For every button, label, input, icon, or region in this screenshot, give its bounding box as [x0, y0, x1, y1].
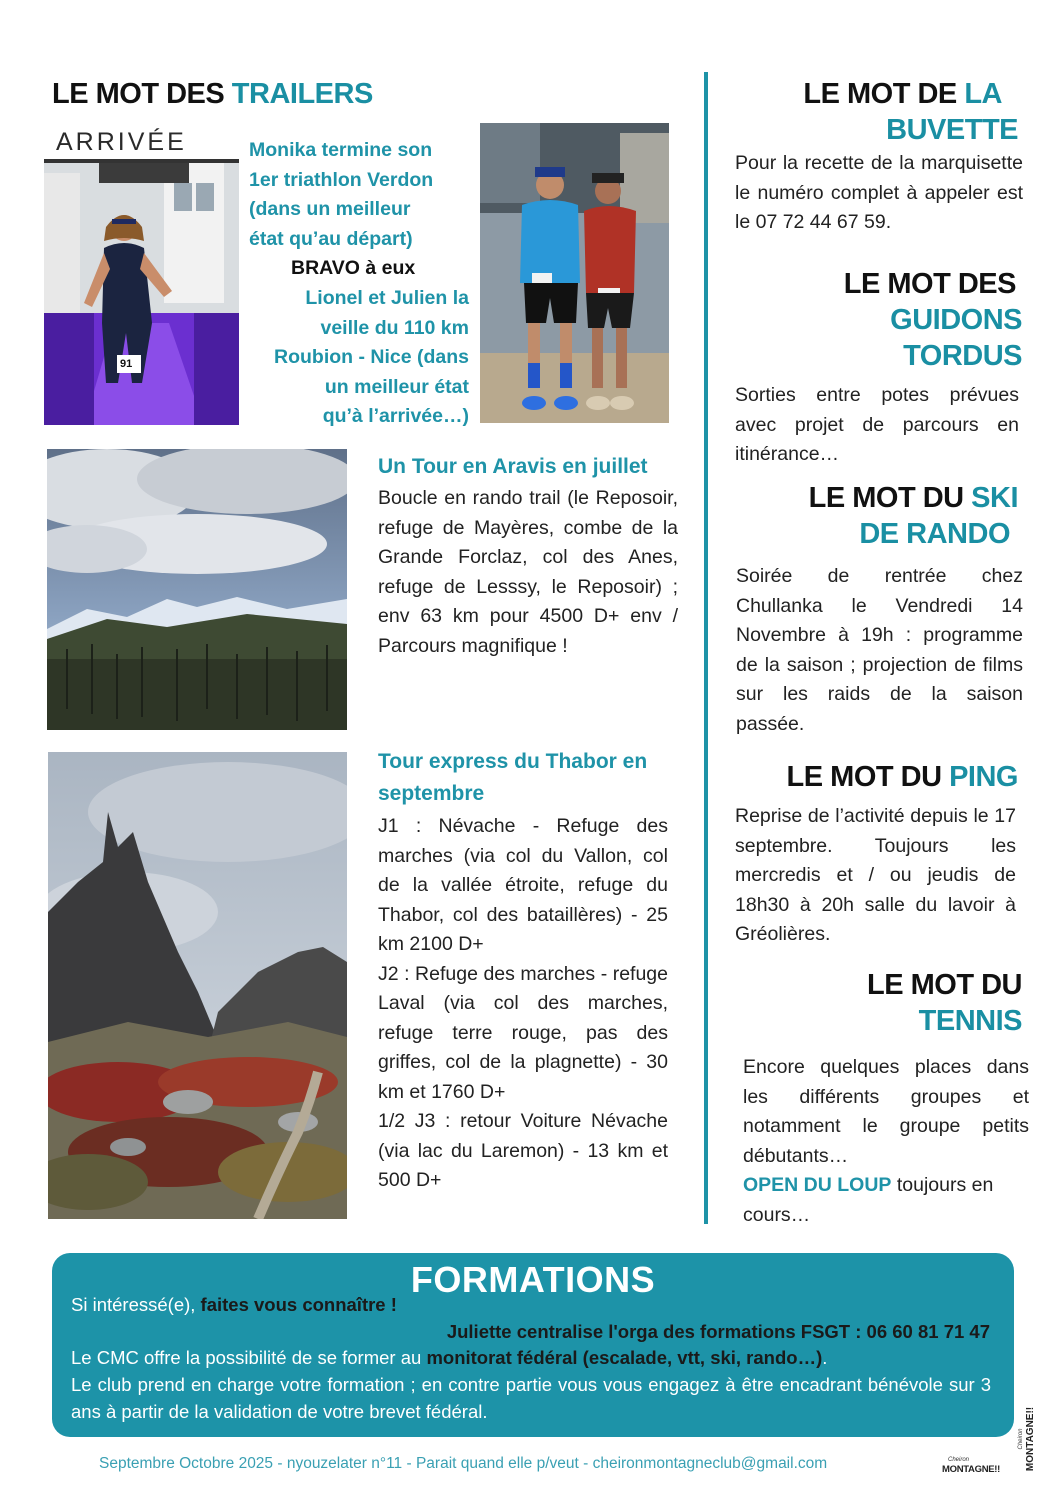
runners-photo — [480, 123, 669, 423]
thabor-title: Tour express du Thabor en septembre — [378, 750, 648, 805]
buvette-text: Pour la recette de la marquisette le numéro complet à appeler est le 07 72 44 67 59. — [735, 152, 1023, 233]
caption-line: veille du 110 km — [320, 316, 469, 339]
formations-line3: Le CMC offre la possibilité de se former au monitorat fédéral (escalade, vtt, ski, rando…). — [71, 1347, 828, 1368]
formations-contact: Juliette centralise l'orga des formations FSGT : 06 60 81 71 47 — [446, 1321, 990, 1342]
ski-text: Soirée de rentrée chez Chullanka le Vendredi 14 Novembre à 19h : programme de la saison ; projection de films sur les raids de la saison passée. — [736, 565, 1023, 735]
club-logo-vertical — [1012, 1400, 1042, 1480]
guidons-heading: LE MOT DES GUIDONS TORDUS — [843, 268, 1022, 372]
aravis-text: Boucle en rando trail (le Reposoir, refuge de Mayères, combe de la Grande Forclaz, col des Anes, refuge de Lesssy, le Reposoir) ; env 63 km pour 4500 D+ env / Parcours magnifique ! — [378, 487, 678, 657]
formations-title: FORMATIONS — [410, 1259, 656, 1300]
trailers-caption-lionel-julien — [240, 284, 469, 432]
thabor-section — [378, 746, 668, 1196]
bravo-text: BRAVO à eux — [291, 257, 416, 279]
race-bib-number: 91 — [120, 358, 133, 370]
thabor-day1: J1 : Névache - Refuge des marches (via col du Vallon, col de la vallée étroite, refuge du Thabor, col des bataillères) - 25 km 2100 D+ — [378, 815, 668, 955]
formations-line4: Le club prend en charge votre formation ; en contre partie vous vous engagez à être encadrant bénévole sur 3 ans à partir de la validation de votre brevet fédéral. — [71, 1374, 991, 1422]
thabor-day2: J2 : Refuge des marches - refuge Laval (via col des marches, refuge terre rouge, pas des griffes, col de la plagnette) - 30 km et 1760 D+ — [378, 962, 668, 1103]
trailers-caption-monika — [249, 136, 479, 254]
aravis-landscape-illustration — [47, 449, 347, 730]
triathlon-finish-photo — [44, 123, 239, 425]
aravis-title: Un Tour en Aravis en juillet — [378, 455, 648, 478]
runners-illustration — [480, 123, 669, 423]
logo-vertical-small-text: Cheiron — [1018, 1428, 1024, 1450]
buvette-heading: LE MOT DE LA BUVETTE — [803, 78, 1018, 146]
ski-heading: LE MOT DU SKI DE RANDO — [808, 482, 1018, 550]
tennis-text-block — [743, 1053, 1029, 1230]
caption-line: qu’à l’arrivée…) — [322, 405, 469, 427]
trailers-heading: LE MOT DES TRAILERS — [52, 78, 373, 110]
caption-line: Roubion - Nice (dans — [274, 346, 469, 368]
footer-text: Septembre Octobre 2025 - nyouzelater n°11 - Parait quand elle p/veut - cheironmontagneclub@gmail.com — [99, 1455, 828, 1472]
column-divider — [704, 72, 708, 1224]
tennis-open-du-loup: OPEN DU LOUP toujours en cours… — [743, 1174, 994, 1226]
thabor-mountain-photo — [48, 752, 347, 1219]
club-logo — [940, 1457, 1012, 1481]
caption-line: (dans un meilleur — [249, 198, 411, 220]
finish-banner-text: ARRIVÉE — [56, 128, 187, 156]
formations-box — [52, 1253, 1014, 1437]
ping-text: Reprise de l’activité depuis le 17 septembre. Toujours les mercredis et / ou jeudis de 18h30 à 20h salle du lavoir à Gréolières. — [735, 805, 1016, 945]
caption-line: un meilleur état — [324, 375, 469, 398]
caption-line: Lionel et Julien la — [305, 287, 469, 309]
thabor-day3: 1/2 J3 : retour Voiture Névache (via lac du Laremon) - 13 km et 500 D+ — [378, 1110, 668, 1191]
caption-line: 1er triathlon Verdon — [249, 168, 434, 191]
logo-small-text: Cheiron — [948, 1457, 970, 1463]
tennis-text: Encore quelques places dans les différents groupes et notamment le groupe petits débutants… — [743, 1056, 1029, 1167]
logo-vertical-big-text: MONTAGNE!! — [1025, 1406, 1036, 1472]
ping-heading: LE MOT DU PING — [786, 761, 1018, 793]
guidons-text: Sorties entre potes prévues avec projet de parcours en itinérance… — [735, 384, 1019, 465]
logo-big-text: MONTAGNE!! — [942, 1464, 1001, 1475]
formations-line1: Si intéressé(e), faites vous connaître ! — [71, 1294, 397, 1315]
tennis-heading: LE MOT DU TENNIS — [867, 969, 1022, 1037]
thabor-mountain-illustration — [48, 752, 347, 1219]
triathlon-finish-illustration — [44, 123, 239, 425]
aravis-landscape-photo — [47, 449, 347, 730]
caption-line: état qu’au départ) — [249, 227, 413, 250]
aravis-section — [378, 451, 678, 661]
caption-line: Monika termine son — [249, 139, 433, 161]
